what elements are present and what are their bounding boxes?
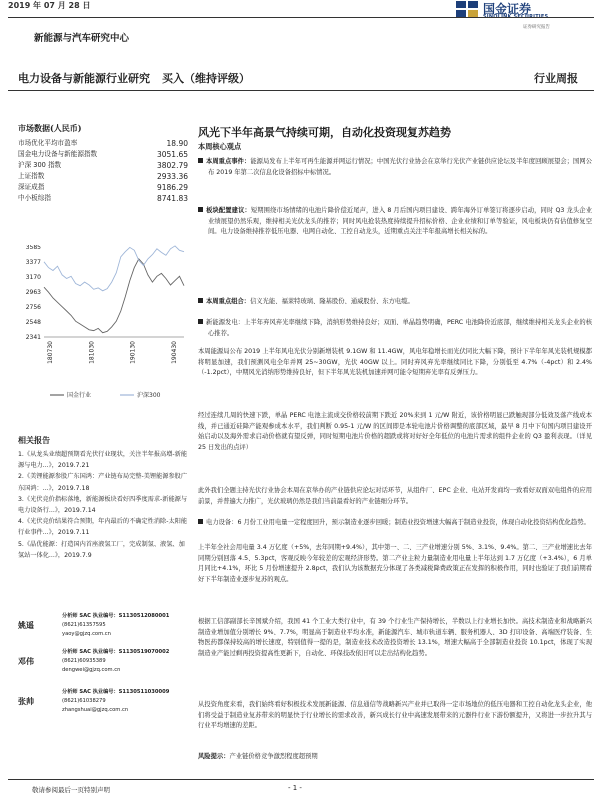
series-line-1: [44, 246, 184, 291]
analyst-license: 分析师 SAC 执业编号：S1130519070002: [62, 649, 170, 655]
y-tick-label: 2548: [25, 319, 41, 326]
analyst-phone: (8621)61038279: [62, 698, 106, 704]
analyst-license: 分析师 SAC 执业编号：S1130512080001: [62, 613, 170, 619]
analyst-name: 邓伟: [18, 656, 34, 666]
legend-label: 沪深300: [137, 392, 161, 399]
rating: 买入（维持评级）: [162, 72, 250, 85]
y-tick-label: 3585: [25, 245, 41, 251]
y-tick-label: 2341: [25, 334, 41, 341]
x-tick-label: 190130: [129, 341, 137, 364]
market-row: 沪深 300 指数 3802.79: [18, 161, 188, 170]
key-events-paragraph: 本周重点事件：能源局发布上半年可再生能源并网运行情况；中国光伏行业协会在京举行光伏产业链供应论坛及半年度回顾展望会；国网公布 2019 年第二次信息化设备招标中标情况。: [198, 157, 592, 178]
portfolio-paragraph: 本周重点组合：信义光能、福莱特玻璃、隆基股份、通威股份、东方电缆。: [198, 297, 592, 308]
analyst-phone: (8621)61357595: [62, 622, 106, 628]
market-data-title: 市场数据(人民币): [18, 123, 82, 133]
analyst-phone: (8621)60935389: [62, 658, 106, 664]
market-row: 国金电力设备与新能源指数 3051.65: [18, 150, 188, 159]
footer-rule: [8, 779, 594, 780]
new-energy-section: 新能源发电：上半年弃风弃光率继续下降，消纳形势维持良好；双面、单晶趋势明确，PERC 电池降价近底部，继续维持相关龙头企业的核心推荐。: [198, 318, 592, 339]
analyst-name: 姚遥: [18, 620, 34, 630]
logo-cn: 国金证券: [483, 2, 532, 16]
related-reports-title: 相关报告: [18, 435, 50, 445]
analyst-name: 张帅: [18, 696, 34, 706]
analyst-email[interactable]: yaoy@gjzq.com.cn: [62, 631, 111, 637]
related-report-item[interactable]: 5.《晶优能源：打造国内首座液氢工厂，完成制氢、液氢、加氢站一体化...》，2019.7.9: [18, 540, 185, 559]
legend-label: 国金行业: [67, 392, 92, 399]
related-report-item[interactable]: 3.《光伏竞价指标落地，新能源板块看好四季度需求-新能源与电力设备行...》，2019.7.14: [18, 495, 188, 515]
bullet-square-icon: [198, 519, 203, 524]
header-rule: [8, 17, 594, 18]
core-views-heading: 本周核心观点: [198, 142, 242, 151]
bullet-square-icon: [198, 298, 203, 303]
power-equipment-paragraph-3: 从投资角度来看，我们始终看好积极技术发展新能源、信息通信等战略新兴产业并已取得一定市场地位的低压电器和工控自动化龙头企业，他们将受益于制造业复苏带来的明显快于行业增长的需求改善，新兴成长行业中高速发展带来的元器件行业下游份额提升，又将进一步拉升其与行业平均增速的差距。: [198, 701, 592, 730]
bullet-square-icon: [198, 158, 203, 163]
y-tick-label: 2756: [25, 304, 41, 311]
bullet-square-icon: [198, 207, 203, 212]
logo-sub: 证券研究报告: [523, 25, 550, 30]
x-tick-label: 180730: [47, 341, 54, 364]
power-equipment-section: 电力设备：6 月份工业用电量一定程度回升，预示制造业逐步回暖；制造业投资增速大幅高于制造业投资，体现自动化投资结构优化趋势。: [198, 518, 592, 529]
power-equipment-paragraph-1: 上半年全社会用电量 3.4 万亿度（+5%，去年同期+9.4%），其中第一、二、三产业增速分别 5%、3.1%、9.4%。第二、三产业增速比去年同期分别回落 4.5、5.3pct，客观反映今年较差的宏观经济形势。第二产业主粒力量制造业用电量上半年达到 1.7 万亿度（+3.4%），6 月单月同比+4.1%，环比 5 月份增速提升 2.8pct，我们认为该数据充分体现了各类减税降费政策正在发挥的积极作用，同时也验证了我们前期看好下半年制造业逐步复苏的观点。: [198, 544, 592, 583]
logo-mark-icon: [455, 0, 481, 18]
market-data-table: [18, 138, 188, 204]
y-tick-label: 2963: [25, 289, 41, 296]
bullet-square-icon: [198, 319, 203, 324]
analyst-info: [62, 688, 169, 715]
analyst-email[interactable]: dengwei@gjzq.com.cn: [62, 667, 121, 673]
market-row: 市场优化平均市盈率 18.90: [18, 139, 188, 148]
x-tick-label: 181030: [88, 341, 96, 364]
x-tick-label: 190430: [171, 341, 178, 364]
analyst-info: [62, 612, 169, 639]
series-line-0: [44, 259, 184, 333]
report-type: 行业周报: [534, 72, 578, 85]
report-date: 2019 年 07 月 28 日: [8, 1, 91, 10]
related-report-item[interactable]: 2.《美锂能源参股广东国鸿：产业链布局完整-美锂能源参股广东国鸿：...》，2019.7.18: [18, 473, 188, 492]
disclaimer-note: 敬请参阅最后一页特别声明: [32, 786, 110, 794]
related-report-item[interactable]: 1.《从龙头业绩超预期看光伏行业现状，关注半年报高增-新能源与电力...》，2019.7.21: [18, 451, 188, 470]
market-row: 深证成指 9186.29: [18, 183, 188, 192]
industry-name: 电力设备与新能源行业研究: [18, 72, 150, 85]
related-report-item[interactable]: 4.《光伏竞价结果符合预期，年内最后的不确定性消除-太阳能行业事件...》，2019.7.11: [18, 518, 188, 537]
title-bar: [18, 70, 250, 86]
index-chart: [14, 245, 190, 405]
new-energy-paragraph-3: 此外我们全题主持光伏行业协会本周在京举办的产业链供应论坛对话环节，从组件厂、EPC 企业、电站开发商均一致看好双面双电组件的应用前景，并普遍大力推广，光伏玻璃仍然是我们当前最看好的产业链细分环节。: [198, 487, 592, 505]
research-group: 新能源与汽车研究中心: [34, 33, 130, 44]
new-energy-paragraph-2: 经过连续几周的快速下跌，单晶 PERC 电池主流成交价格较前期下跌近 20%来到 1 元/W 附近，该价格明显已跌触现部分低效及落产线成本线，并已通近硅降产能观参成本水平，我们判断 0.95-1 元/W 的区间即是本轮电池片价格调整的底部区域，最早 8 月中下旬国内项目建设开始启动以及海外需求启动价格就有望反弹，同时短期电池片价格的超跌或将对好好全年低位的电池片需求的组件企业的 Q3 盈利表现。（详见 25 日发出的点评）: [198, 412, 592, 451]
related-reports-list: [18, 449, 188, 561]
analyst-email[interactable]: zhangshuai@gjzq.com.cn: [62, 707, 129, 713]
y-tick-label: 3377: [25, 259, 41, 266]
market-row: 上证指数 2933.36: [18, 172, 188, 181]
analyst-license: 分析师 SAC 执业编号：S1130511030009: [62, 689, 170, 695]
risk-paragraph: 风险提示：产业链价格竞争激烈程度超预期: [198, 753, 318, 760]
title-rule: [8, 90, 594, 91]
report-title: 风光下半年高景气持续可期，自动化投资现复苏趋势: [198, 126, 451, 139]
power-equipment-paragraph-2: 根据工信部副部长辛国斌介绍，我国 41 个工业大类行业中，有 39 个行业生产保持增长，半数以上行业增长加快。高技术制造业和战略新兴制造业增加值分别增长 9%、7.7%，明显高于制造业平均水准，新能源汽车、城市轨道车辆、服务机器人、3D 打印设备、高端医疗装备、生物医药都保持较高的增长速度，特别值得一提的是，制造业技术改造投资增长 13.1%，增速大幅高于全部制造业投资 10.1pct，体现了实现制造业产能过剩再投资提高性更新下，自动化、环保技改依旧可以走出结构化趋势。: [198, 618, 592, 657]
page-number: - 1 -: [288, 784, 302, 792]
allocation-paragraph: 板块配置建议：短期围绕市场情绪的电池片降价偿近尾声，进入 8 月后国内项目建设、跨年海外订单签订将逐步启动，同时 Q3 龙头企业业绩展望仍然乐观，维持相关光伏龙头的推荐；同时风电抢装热度持续提升招标价格、企业业绩和订单等验证，风电板块仍有估值修复空间。电力设备维持推荐低压电器、电网自动化、工控自动龙头，近期重点关注半年报高增长相关标的。: [198, 206, 592, 238]
analyst-info: [62, 648, 169, 675]
y-tick-label: 3170: [25, 274, 41, 281]
market-row: 中小板综指 8741.83: [18, 194, 188, 203]
new-energy-paragraph-1: 本周能源局公布 2019 上半年风电光伏分别新增装机 9.1GW 和 11.4GW，风电年稳增长而光伏同比大幅下降，预计下半年年风光装机规模都将明显加速，我们预测风电全年并网 25~30GW，光伏 40GW 以上。同时弃风弃光率继续同比下降，分别低至 4.7%（-4pct）和 2.4%（-1.2pct），中期风光消纳形势维持良好，但下半年风光装机加速并网可能令短期弃光率有反弹压力。: [198, 348, 592, 377]
